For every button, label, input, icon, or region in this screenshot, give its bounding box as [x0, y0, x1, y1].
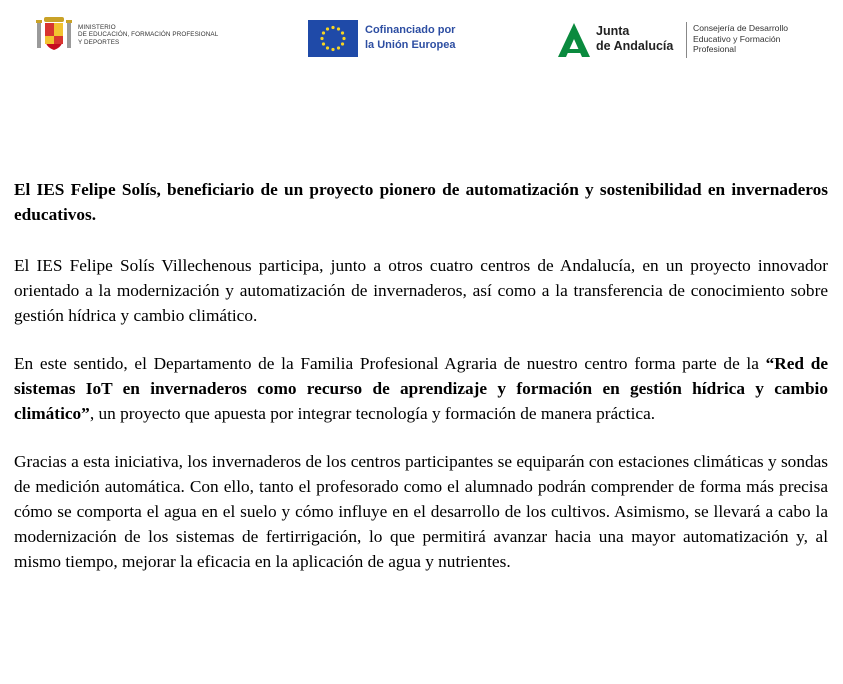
paragraph-2-end: , un proyecto que apuesta por integrar tecnología y formación de manera práctica. [89, 404, 656, 423]
project-name: “Red de sistemas IoT en invernaderos como recurso de aprendizaje y formación en gestión hídrica y cambio climático” [14, 354, 828, 423]
eu-star [341, 42, 344, 45]
junta-andalucia-emblem-icon [557, 22, 591, 58]
eu-star [320, 37, 323, 40]
eu-cofunding-logo [308, 20, 468, 60]
ministry-logo [34, 14, 234, 54]
eu-star [342, 37, 345, 40]
paragraph-2-intro: En este sentido, el Departamento de la Familia Profesional Agraria de nuestro centro forma parte de la [14, 354, 766, 373]
eu-star [341, 31, 344, 34]
spain-coat-of-arms-icon [34, 14, 74, 54]
logo-divider [686, 22, 687, 58]
junta-andalucia-logo [557, 20, 817, 60]
eu-star [337, 46, 340, 49]
article-title: El IES Felipe Solís, beneficiario de un proyecto pionero de automatización y sostenibilidad en invernaderos educativos. [14, 180, 828, 224]
logo-header [0, 0, 843, 80]
eu-flag-icon [308, 20, 358, 57]
eu-star [331, 26, 334, 29]
eu-star [326, 27, 329, 30]
eu-star [322, 31, 325, 34]
paragraph-1: El IES Felipe Solís Villechenous participa, junto a otros cuatro centros de Andalucía, en un proyecto innovador orientado a la modernización y automatización de invernaderos, así como a la transferencia de conocimiento sobre gestión hídrica y cambio climático. [14, 256, 828, 325]
junta-andalucia-name: Junta de Andalucía [596, 24, 674, 53]
eu-star [322, 42, 325, 45]
eu-star [326, 46, 329, 49]
eu-star [331, 48, 334, 51]
eu-star [337, 27, 340, 30]
article-body [14, 177, 828, 574]
paragraph-2 [14, 351, 828, 426]
consejeria-name: Consejería de Desarrollo Educativo y Formación Profesional [693, 23, 789, 54]
ministry-name: MINISTERIO DE EDUCACIÓN, FORMACIÓN PROFESIONAL Y DEPORTES [78, 24, 219, 46]
paragraph-3: Gracias a esta iniciativa, los invernaderos de los centros participantes se equiparán con estaciones climáticas y sondas de medición automática. Con ello, tanto el profesorado como el alumnado podrán comprender de forma más precisa cómo se comporta el agua en el suelo y cómo influye en el desarrollo de los cultivos. Asimismo, se llevará a cabo la modernización de los sistemas de fertirrigación, lo que permitirá avanzar hacia una mayor automatización y, al mismo tiempo, mejorar la eficacia en la aplicación de agua y nutrientes. [14, 452, 828, 571]
eu-cofunding-text: Cofinanciado por la Unión Europea [365, 24, 456, 51]
